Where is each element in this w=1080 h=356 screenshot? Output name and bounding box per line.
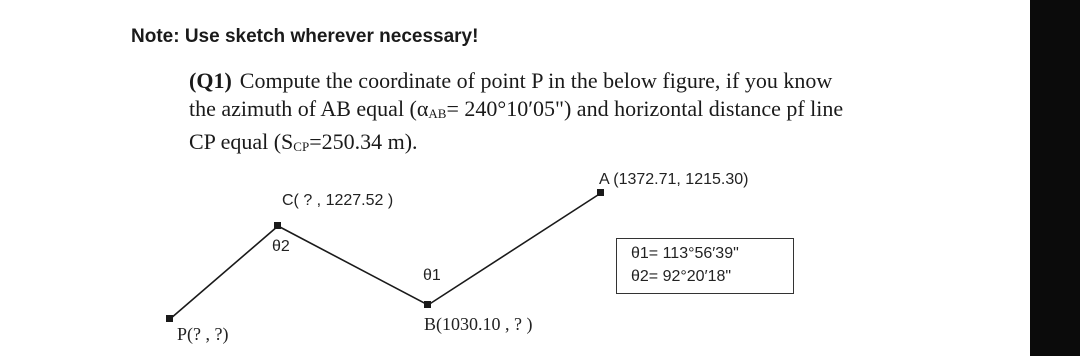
question-line-2-prefix: the azimuth of AB equal (α xyxy=(189,96,429,121)
point-b-marker xyxy=(424,301,431,308)
theta2-label: θ2 xyxy=(272,238,290,255)
theta2-value: θ2= 92°20′18" xyxy=(631,268,732,285)
theta1-label: θ1 xyxy=(423,267,441,284)
question-line-2-suffix: = 240°10′05") and horizontal distance pf line xyxy=(446,96,844,121)
question-line-3-prefix: CP equal (S xyxy=(189,129,294,154)
point-a-label: A (1372.71, 1215.30) xyxy=(599,171,749,188)
point-p-label: P(? , ?) xyxy=(177,324,229,344)
question-number: (Q1) xyxy=(189,68,232,93)
point-c-marker xyxy=(274,222,281,229)
traverse-line xyxy=(170,193,601,319)
angles-box xyxy=(616,238,794,294)
question-line-3-suffix: =250.34 m). xyxy=(309,129,418,154)
distance-subscript: CP xyxy=(293,139,310,154)
point-c-label: C( ? , 1227.52 ) xyxy=(282,192,394,209)
point-a-marker xyxy=(597,189,604,196)
azimuth-subscript: AB xyxy=(428,106,447,121)
point-p-marker xyxy=(166,315,173,322)
theta1-value: θ1= 113°56′39" xyxy=(631,245,739,262)
question-line-1-text: Compute the coordinate of point P in the below figure, if you know xyxy=(239,68,833,93)
point-b-label: B(1030.10 , ? ) xyxy=(424,314,533,334)
note-heading: Note: Use sketch wherever necessary! xyxy=(131,26,479,47)
